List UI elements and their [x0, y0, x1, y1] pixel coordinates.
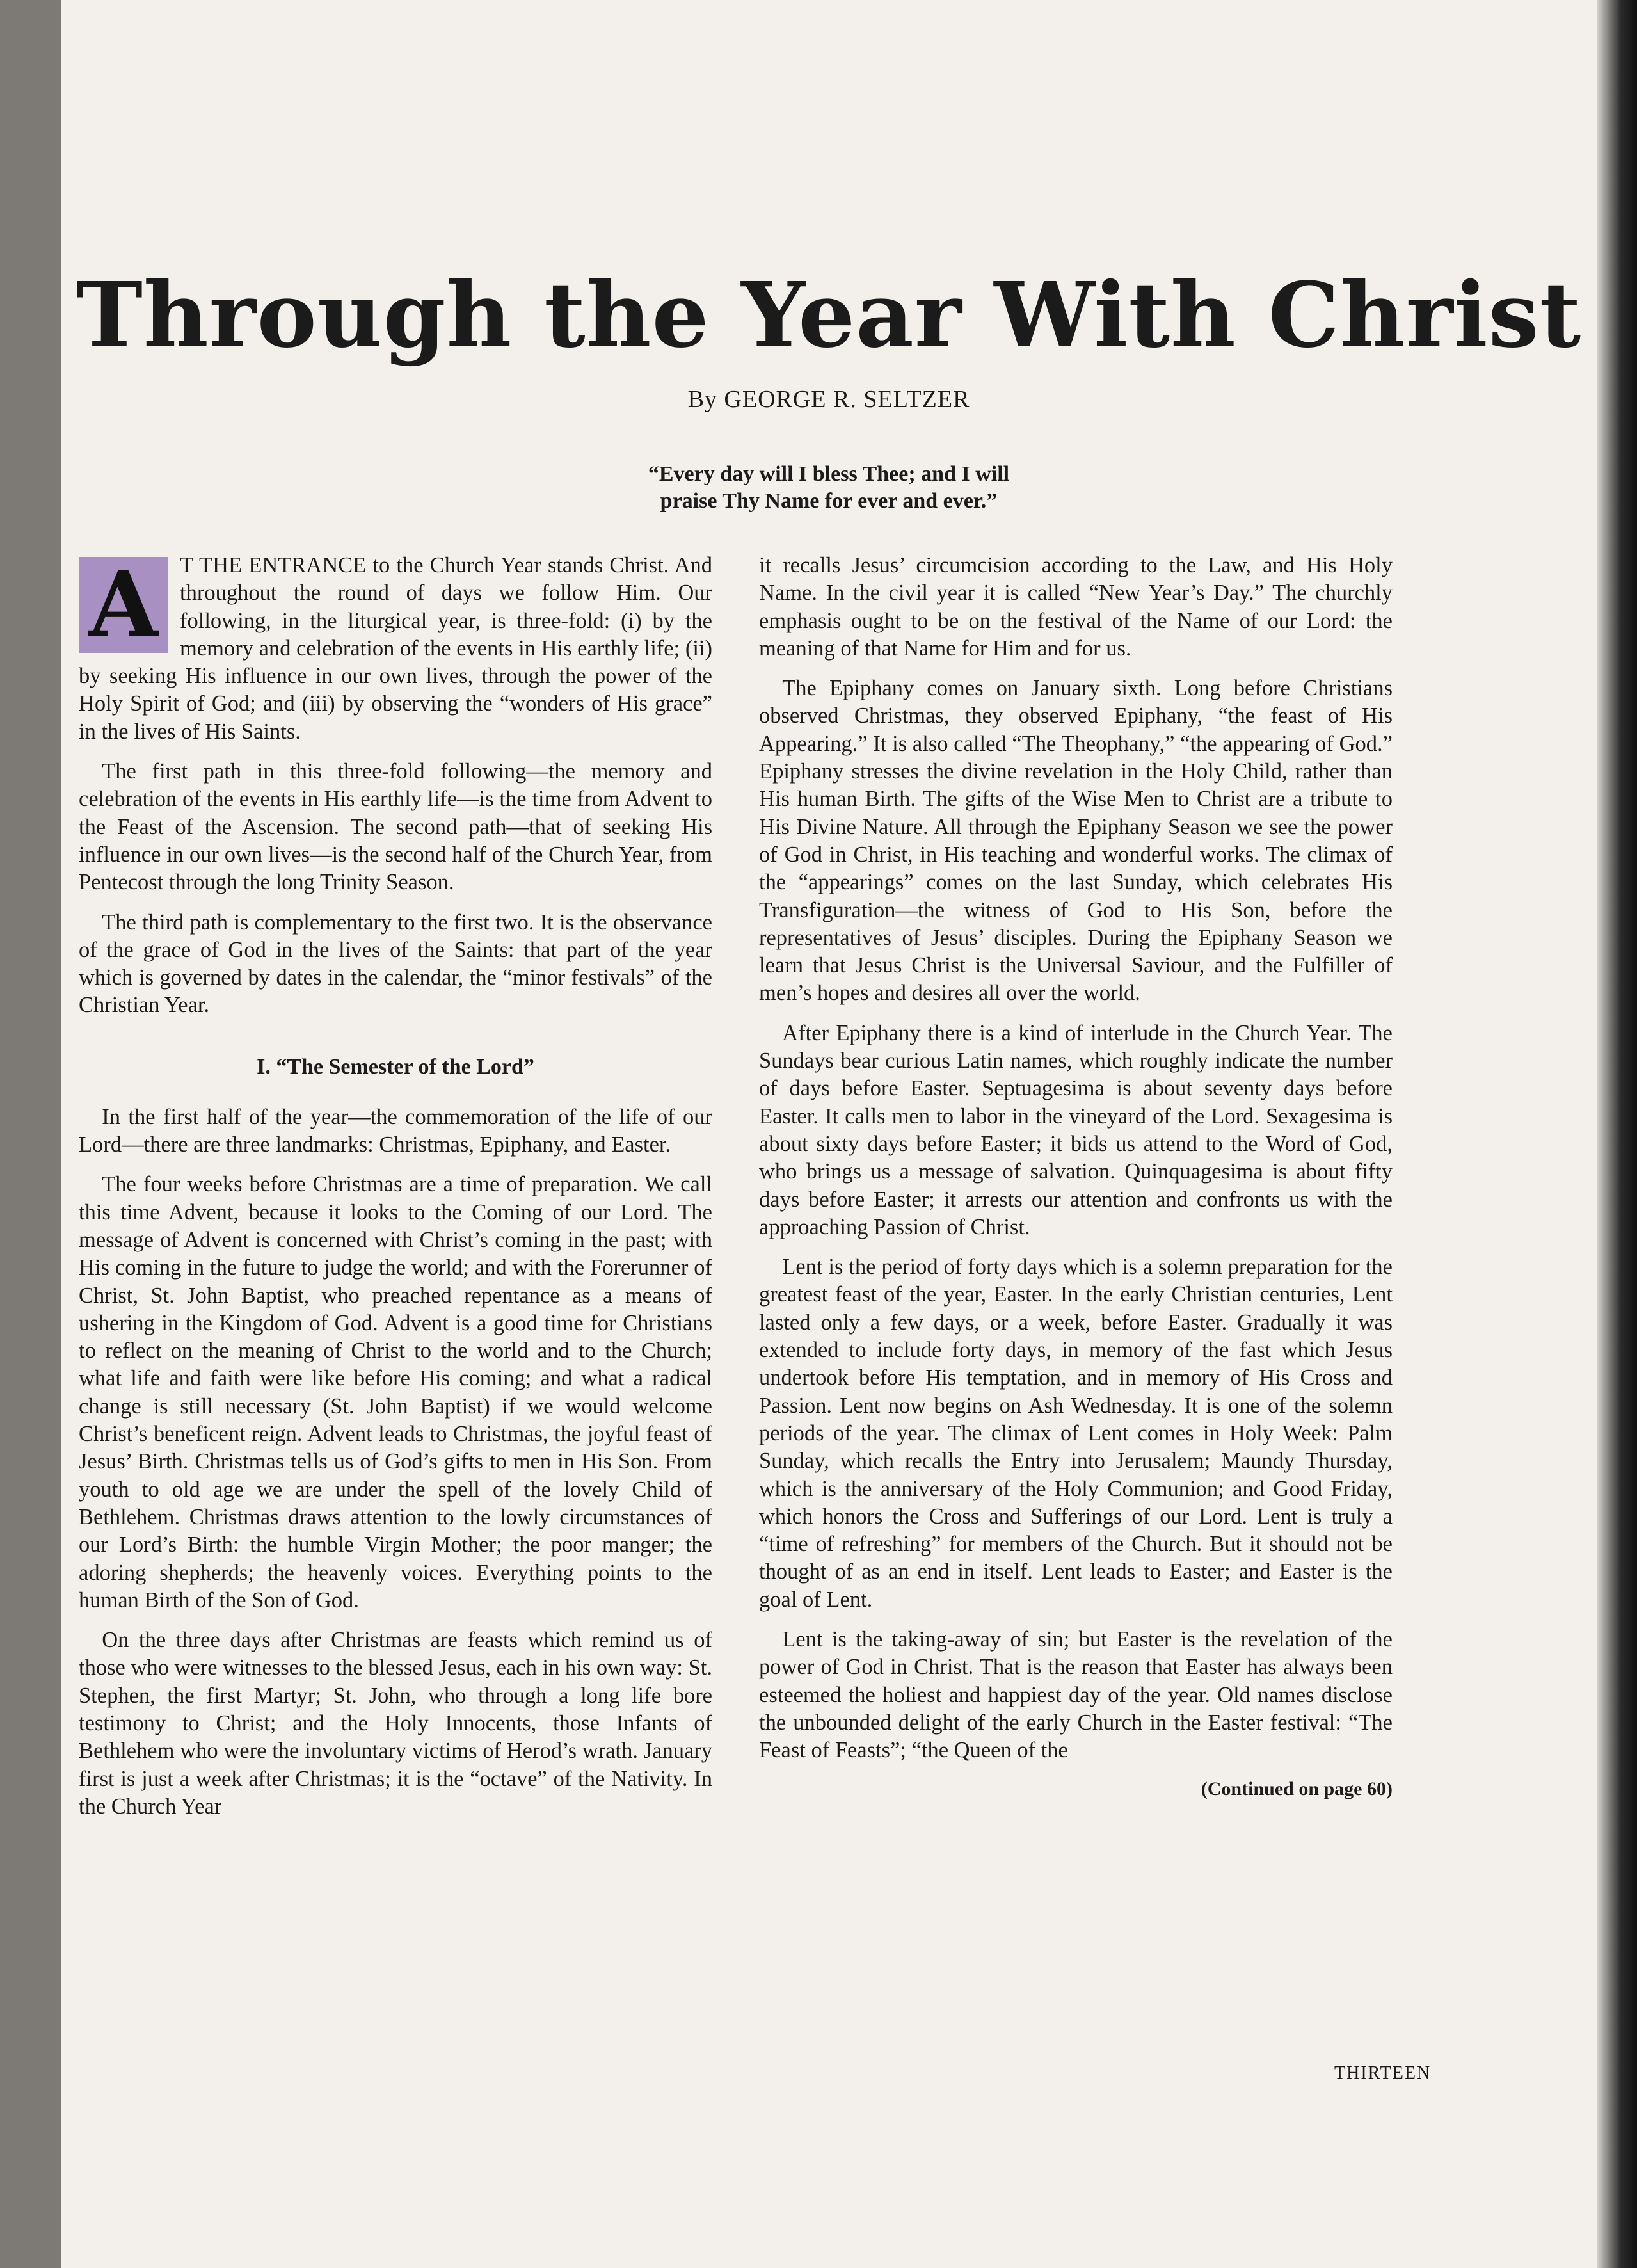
- paragraph: Lent is the taking-away of sin; but Easter is the revelation of the power of God in Christ. That is the reason that Easter has always been esteemed the holiest and happiest day of the year. Old names disclose the unbounded delight of the early Church in the Easter festival: “The Feast of Feasts”; “the Queen of the: [759, 1627, 1393, 1763]
- drop-cap: [79, 552, 168, 657]
- paragraph: In the first half of the year—the commemoration of the life of our Lord—there are three landmarks: Christmas, Epiphany, and Easter.: [79, 1104, 712, 1157]
- epigraph-line: praise Thy Name for ever and ever.”: [660, 489, 998, 513]
- right-column: [759, 552, 1393, 1814]
- paragraph: The first path in this three-fold following—the memory and celebration of the events in His earthly life—is the time from Advent to the Feast of the Ascension. The second path—that of seeking His influence in our own lives—is the second half of the Church Year, from Pentecost through the long Trinity Season.: [79, 759, 712, 895]
- paragraph: The third path is complementary to the first two. It is the observance of the grace of God in the lives of the Saints: that part of the year which is governed by dates in the calendar, the “minor festivals” of the Christian Year.: [79, 910, 712, 1018]
- section-heading: I. “The Semester of the Lord”: [257, 1054, 534, 1079]
- epigraph: [61, 461, 1597, 515]
- paragraph-text: T THE ENTRANCE to the Church Year stands Christ. And throughout the round of days we follow Him. Our following, in the liturgical year, is three-fold: (i) by the memory and celebration of the events in His earthly life; (ii) by seeking His influence in our own lives, through the power of the Holy Spirit of God; and (iii) by observing the “wonders of His grace” in the lives of His Saints.: [79, 553, 712, 744]
- epigraph-line: “Every day will I bless Thee; and I will: [648, 462, 1010, 486]
- paragraph: The Epiphany comes on January sixth. Long before Christians observed Christmas, they observed Epiphany, “the feast of His Appearing.” It is also called “The Theophany,” “the appearing of God.” Epiphany stresses the divine revelation in the Holy Child, rather than His human Birth. The gifts of the Wise Men to Christ are a tribute to His Divine Nature. All through the Epiphany Season we see the power of God in Christ, in His teaching and wonderful works. The climax of the “appearings” comes on the last Sunday, which celebrates His Transfiguration—the witness of God to His Son, before the representatives of Jesus’ disciples. During the Epiphany Season we learn that Jesus Christ is the Universal Saviour, and the Fulfiller of men’s hopes and desires all over the world.: [759, 676, 1393, 1006]
- paragraph: On the three days after Christmas are feasts which remind us of those who were witnesses to the blessed Jesus, each in his own way: St. Stephen, the first Martyr; St. John, who through a long life bore testimony to Christ; and the Holy Innocents, those Infants of Bethlehem who were the involuntary victims of Herod’s wrath. January first is just a week after Christmas; it is the “octave” of the Nativity. In the Church Year: [79, 1628, 712, 1819]
- magazine-page: [61, 0, 1597, 2268]
- paragraph: [79, 552, 712, 746]
- paragraph: After Epiphany there is a kind of interlude in the Church Year. The Sundays bear curious Latin names, which roughly indicate the number of days before Easter. Septuagesima is about seventy days before Easter. It calls men to labor in the vineyard of the Lord. Sexagesima is about sixty days before Easter; it bids us attend to the Word of God, who brings us a message of salvation. Quinquagesima is about fifty days before Easter; it arrests our attention and confronts us with the approaching Passion of Christ.: [759, 1020, 1393, 1239]
- left-column: [79, 552, 712, 1833]
- byline: By GEORGE R. SELTZER: [687, 386, 970, 413]
- drop-cap-letter: A: [88, 552, 159, 657]
- page-folio: THIRTEEN: [1334, 2063, 1432, 2083]
- article-title: Through the Year With Christ: [76, 263, 1582, 368]
- paragraph: Lent is the period of forty days which is a solemn preparation for the greatest feast of the year, Easter. In the early Christian centuries, Lent lasted only a few days, or a week, before Easter. Gradually it was extended to include forty days, in memory of the fast which Jesus undertook before His temptation, and in memory of His Cross and Passion. Lent now begins on Ash Wednesday. It is one of the solemn periods of the year. The climax of Lent comes in Holy Week: Palm Sunday, which recalls the Entry into Jerusalem; Maundy Thursday, which is the anniversary of the Holy Communion; and Good Friday, which honors the Cross and Sufferings of our Lord. Lent is truly a “time of refreshing” for members of the Church. But it should not be thought of as an end in itself. Lent leads to Easter; and Easter is the goal of Lent.: [759, 1255, 1393, 1612]
- paragraph: The four weeks before Christmas are a time of preparation. We call this time Advent, because it looks to the Coming of our Lord. The message of Advent is concerned with Christ’s coming in the past; with His coming in the future to judge the world; and with the Forerunner of Christ, St. John Baptist, who preached repentance as a means of ushering in the Kingdom of God. Advent is a good time for Christians to reflect on the meaning of Christ to the world and to the Church; what life and faith were like before His coming; and what a radical change is still necessary (St. John Baptist) if we would welcome Christ’s beneficent reign. Advent leads to Christmas, the joyful feast of Jesus’ Birth. Christmas tells us of God’s gifts to men in His Son. From youth to old age we are under the spell of the lovely Child of Bethlehem. Christmas draws attention to the lowly circumstances of our Lord’s Birth: the humble Virgin Mother; the poor manger; the adoring shepherds; the heavenly voices. Everything points to the human Birth of the Son of God.: [79, 1172, 712, 1613]
- paragraph: it recalls Jesus’ circumcision according to the Law, and His Holy Name. In the civil year it is called “New Year’s Day.” The churchly emphasis ought to be on the festival of the Name of our Lord: the meaning of that Name for Him and for us.: [759, 553, 1393, 661]
- scan-edge: [1597, 0, 1637, 2268]
- continued-note: (Continued on page 60): [1201, 1778, 1393, 1800]
